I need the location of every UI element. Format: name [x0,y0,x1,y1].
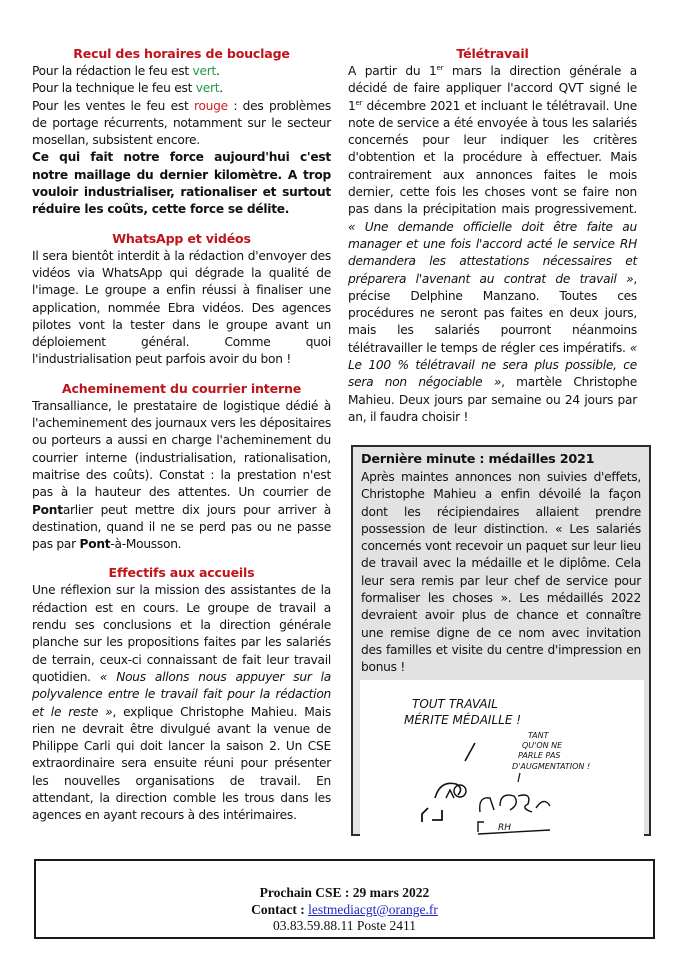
status-green: vert [195,81,220,96]
status-green: vert [192,64,216,78]
left-column [32,44,331,835]
boss-figure [480,798,494,812]
desk-label: RH [498,823,512,833]
speech-line [465,743,475,761]
section-title: Télétravail [456,46,529,61]
box-title: Dernière minute : médailles 2021 [361,452,595,467]
box-body: Après maintes annonces non suivies d'effets, Christophe Mahieu a enfin dévoilé la façon dont les récipiendaires allaient prendre possession de leur distinction. « Les salariés concernés vont recevoir un paquet sur leur lieu de travail avec la médaille et le diplôme. Cela leur sera remis par leur chef de service pour formaliser les choses ». Les médaillés 2022 devraient avoir plus de chance et connaître une remise digne de ce nom avec invitation des familles et visite du centre d'impression en bonus ! [361,470,641,675]
cartoon-caption-line2: MÉRITE MÉDAILLE ! [404,713,522,727]
section-accueils [32,563,331,824]
contact-label: Contact : [251,901,309,917]
section-teletravail [348,44,637,426]
section-body: Transalliance, le prestataire de logistique dédié à l'acheminement des journaux vers les dépositaires ou porteurs a aussi en charge l'acheminement du courrier interne (industrialisation, rationalisation, maitrise des coûts). Constat : la prestation n'est pas à la hauteur des attentes. Un courrier de Pontarlier peut mettre dix jours pour arriver à destination, quand il ne se perd pas ou ne passe pas par Pont-à-Mousson. [32,398,331,552]
next-cse-date: Prochain CSE : 29 mars 2022 [259,885,430,900]
quote: « Nous allons nous appuyer sur la polyvalence entre le travail fait pour la rédaction et le reste » [32,669,332,719]
paragraph-ventes: Pour les ventes le feu est rouge : des problèmes de portage récurrents, notamment sur le secteur mosellan, subsistent encore. [32,98,331,148]
cartoon-reply-line2: QU'ON NE [522,741,563,750]
speech-line [518,773,520,782]
section-title: Recul des horaires de bouclage [73,46,290,61]
section-body: Il sera bientôt interdit à la rédaction d'envoyer des vidéos via WhatsApp qui dégrade la qualité de l'image. Le groupe a enfin réussi à finaliser une application, nommée Ebra vidéos. Des agences pilotes vont la tester dans le groupe avant un déploiement général. Comme quoi l'industrialisation peut parfois avoir du bon ! [32,248,331,367]
quote: « Une demande officielle doit être faite au manager et une fois l'accord acté le service RH demandera les attestations nécessaires et préparera l'avenant au contrat de travail » [348,219,637,286]
paragraph-emphasis: Ce qui fait notre force aujourd'hui c'est notre maillage du dernier kilomètre. A trop vouloir industrialiser, rationaliser et surtout réduire les coûts, cette force se délite. [32,150,331,217]
right-column [348,44,637,436]
cartoon-reply-line3: PARLE PAS [518,751,561,760]
section-title: Acheminement du courrier interne [61,380,302,396]
status-red: rouge [193,98,228,113]
section-whatsapp [32,229,331,369]
contact-line [36,902,653,919]
section-bouclage [32,44,331,219]
cartoon-svg [360,680,644,836]
section-body: Une réflexion sur la mission des assistantes de la rédaction est en cours. Le groupe de travail a rendu ses conclusions et la direction générale planche sur les propositions faites par les salariés de terrain, ceux-ci connaissant de fait leur travail quotidien. « Nous allons nous appuyer sur la polyvalence entre le travail fait pour la rédaction et le reste », explique Christophe Mahieu. Mais rien ne devrait être divulgué avant la venue de Philippe Carli qui doit lancer la saison 2. Un CSE extraordinaire sera ensuite réuni pour présenter les nouvelles organisations de travail. En attendant, la direction comble les trous dans les agences en ayant recours à des intérimaires. [32,583,332,823]
phone-number: 03.83.59.88.11 Poste 2411 [272,918,416,933]
desk [478,822,550,834]
cartoon-caption-line1: TOUT TRAVAIL [412,697,498,711]
footer-contact-box [34,859,655,939]
paragraph-technique: Pour la technique le feu est vert. [32,81,223,96]
last-minute-box [351,445,651,836]
paragraph-redaction: Pour la rédaction le feu est vert. [32,64,220,78]
cartoon-drawing [360,680,644,836]
cartoon-reply-line4: D'AUGMENTATION ! [512,762,591,771]
cartoon-reply-line1: TANT [528,731,549,740]
section-courrier [32,379,331,554]
quote: « Le 100 % télétravail ne sera plus possible, ce sera non négociable » [348,340,637,390]
section-title: WhatsApp et vidéos [112,230,251,246]
contact-email-link[interactable]: lestmediacgt@orange.fr [308,901,438,917]
section-body: A partir du 1er mars la direction générale a décidé de faire appliquer l'accord QVT signé le 1er décembre 2021 et incluant le télétravail. Une note de service a été envoyée à tous les salariés concernés pour leur indiquer les critères d'obtention et la procédure à effectuer. Mais contrairement aux annonces faites le mois dernier, cette fois les choses vont se faire non pas dans la précipitation mais progressivement. « Une demande officielle doit être faite au manager et une fois l'accord acté le service RH demandera les attestations nécessaires et préparera l'avenant au contrat de travail », précise Delphine Manzano. Toutes ces procédures ne seront pas faites en deux jours, mais les salariés pourront néanmoins télétravailler le temps de régler ces impératifs. « Le 100 % télétravail ne sera plus possible, ce sera non négociable », martèle Christophe Mahieu. Deux jours par semaine ou 24 jours par an, il faudra choisir ! [348,63,638,424]
character-hands [422,808,442,822]
section-title: Effectifs aux accueils [108,565,255,581]
